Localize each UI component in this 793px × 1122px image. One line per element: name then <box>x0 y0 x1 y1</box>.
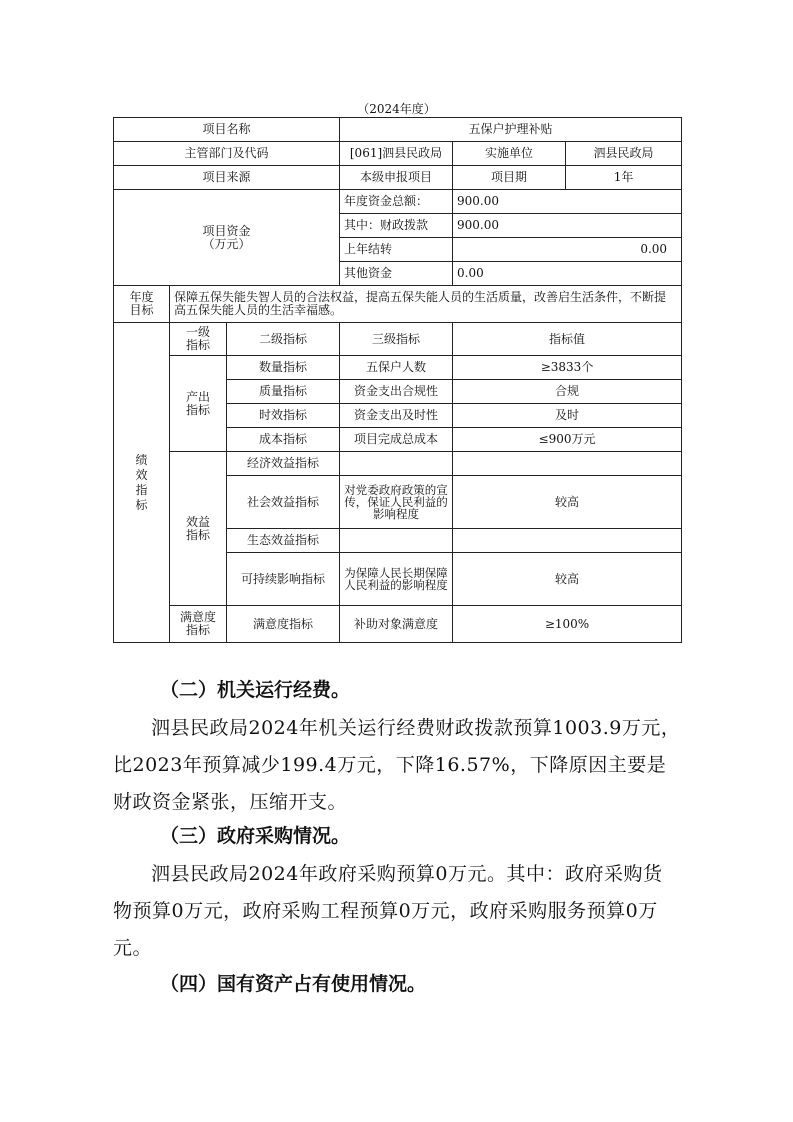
satisfaction-value: ≥100% <box>453 606 682 643</box>
impl-label: 实施单位 <box>453 142 566 166</box>
benefit-value <box>453 452 682 476</box>
output-l3: 资金支出及时性 <box>340 404 453 428</box>
hdr-level2: 二级指标 <box>227 323 340 356</box>
project-name-label: 项目名称 <box>114 118 340 142</box>
year-caption: （2024年度） <box>357 102 436 116</box>
output-l3: 五保户人数 <box>340 356 453 380</box>
satisfaction-l2: 满意度指标 <box>227 606 340 643</box>
output-label: 产出指标 <box>170 356 227 452</box>
source-value: 本级申报项目 <box>340 166 453 190</box>
dept-value: [061]泗县民政局 <box>340 142 453 166</box>
benefit-value: 较高 <box>453 476 682 529</box>
output-l3: 资金支出合规性 <box>340 380 453 404</box>
table-row <box>114 142 682 166</box>
table-row <box>114 286 682 323</box>
hdr-level3: 三级指标 <box>340 323 453 356</box>
performance-table <box>113 117 682 643</box>
period-value: 1年 <box>566 166 682 190</box>
funds-label: 项目资金 （万元） <box>114 190 340 286</box>
perf-label: 绩效指标 <box>114 323 170 643</box>
benefit-l3: 对党委政府政策的宣传，保证人民利益的影响程度 <box>340 476 453 529</box>
benefit-l3 <box>340 529 453 553</box>
benefit-l3: 为保障人民长期保障人民利益的影响程度 <box>340 553 453 606</box>
satisfaction-label: 满意度指标 <box>170 606 227 643</box>
funds-total-value: 900.00 <box>453 190 682 214</box>
funds-carryover-label: 上年结转 <box>340 238 453 262</box>
hdr-value: 指标值 <box>453 323 682 356</box>
benefit-l2: 经济效益指标 <box>227 452 340 476</box>
section-heading: （四）国有资产占有使用情况。 <box>160 973 427 995</box>
section-heading: （二）机关运行经费。 <box>160 679 351 701</box>
dept-label: 主管部门及代码 <box>114 142 340 166</box>
table-row <box>114 452 682 476</box>
project-name-value: 五保户护理补贴 <box>340 118 682 142</box>
funds-other-label: 其他资金 <box>340 262 453 286</box>
source-label: 项目来源 <box>114 166 340 190</box>
output-value: ≤900万元 <box>453 428 682 452</box>
goal-label: 年度目标 <box>114 286 170 323</box>
table-row <box>114 190 682 214</box>
output-value: 合规 <box>453 380 682 404</box>
output-l2: 成本指标 <box>227 428 340 452</box>
output-value: 及时 <box>453 404 682 428</box>
benefit-value <box>453 529 682 553</box>
output-l2: 时效指标 <box>227 404 340 428</box>
table-row <box>114 606 682 643</box>
section-paragraph: 泗县民政局2024年政府采购预算0万元。其中：政府采购货物预算0万元，政府采购工程预算0万元，政府采购服务预算0万元。 <box>113 863 663 959</box>
satisfaction-l3: 补助对象满意度 <box>340 606 453 643</box>
benefit-value: 较高 <box>453 553 682 606</box>
table-row <box>114 166 682 190</box>
funds-fiscal-value: 900.00 <box>453 214 682 238</box>
period-label: 项目期 <box>453 166 566 190</box>
section-paragraph: 泗县民政局2024年机关运行经费财政拨款预算1003.9万元，比2023年预算减少199.4万元，下降16.57%，下降原因主要是财政资金紧张，压缩开支。 <box>113 717 681 813</box>
table-row <box>114 323 682 356</box>
benefit-l3 <box>340 452 453 476</box>
table-row <box>114 356 682 380</box>
benefit-l2: 生态效益指标 <box>227 529 340 553</box>
benefit-label: 效益指标 <box>170 452 227 606</box>
hdr-level1: 一级指标 <box>170 323 227 356</box>
output-l3: 项目完成总成本 <box>340 428 453 452</box>
funds-fiscal-label: 其中：财政拨款 <box>340 214 453 238</box>
output-l2: 数量指标 <box>227 356 340 380</box>
funds-other-value: 0.00 <box>453 262 682 286</box>
benefit-l2: 社会效益指标 <box>227 476 340 529</box>
impl-value: 泗县民政局 <box>566 142 682 166</box>
output-l2: 质量指标 <box>227 380 340 404</box>
funds-total-label: 年度资金总额： <box>340 190 453 214</box>
funds-carryover-value: 0.00 <box>453 238 682 262</box>
goal-text: 保障五保失能失智人员的合法权益，提高五保失能人员的生活质量，改善启生活条件，不断提高五保失能人员的生活幸福感。 <box>170 286 682 323</box>
section-heading: （三）政府采购情况。 <box>160 825 351 847</box>
table-row <box>114 118 682 142</box>
output-value: ≥3833个 <box>453 356 682 380</box>
benefit-l2: 可持续影响指标 <box>227 553 340 606</box>
